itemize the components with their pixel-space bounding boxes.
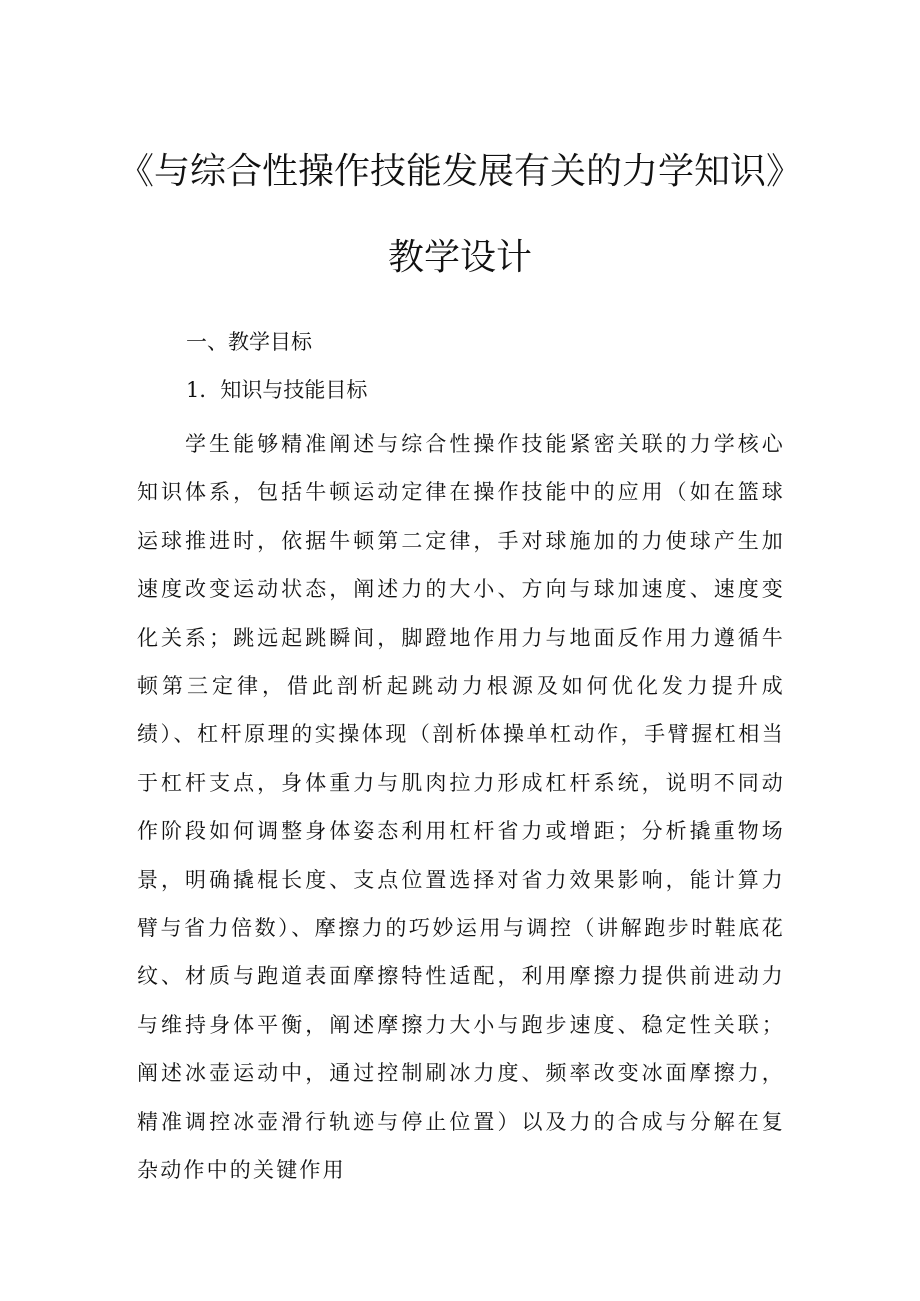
subsection-heading: 1．知识与技能目标 [186, 378, 368, 402]
body-paragraph: 学生能够精准阐述与综合性操作技能紧密关联的力学核心知识体系，包括牛顿运动定律在操作技能中的应用（如在篮球运球推进时，依据牛顿第二定律，手对球施加的力使球产生加速度改变运动状态，阐述力的大小、方向与球加速度、速度变化关系；跳远起跳瞬间，脚蹬地作用力与地面反作用力遵循牛顿第三定律，借此剖析起跳动力根源及如何优化发力提升成绩）、杠杆原理的实操体现（剖析体操单杠动作，手臂握杠相当于杠杆支点，身体重力与肌肉拉力形成杠杆系统，说明不同动作阶段如何调整身体姿态利用杠杆省力或增距；分析撬重物场景，明确撬棍长度、支点位置选择对省力效果影响，能计算力臂与省力倍数）、摩擦力的巧妙运用与调控（讲解跑步时鞋底花纹、材质与跑道表面摩擦特性适配，利用摩擦力提供前进动力与维持身体平衡，阐述摩擦力大小与跑步速度、稳定性关联；阐述冰壶运动中，通过控制刷冰力度、频率改变冰面摩擦力，精准调控冰壶滑行轨迹与停止位置）以及力的合成与分解在复杂动作中的关键作用 [137, 432, 785, 1183]
document-title: 《与综合性操作技能发展有关的力学知识》 [117, 151, 802, 192]
document-subtitle: 教学设计 [387, 237, 532, 278]
section-heading: 一、教学目标 [186, 330, 312, 354]
